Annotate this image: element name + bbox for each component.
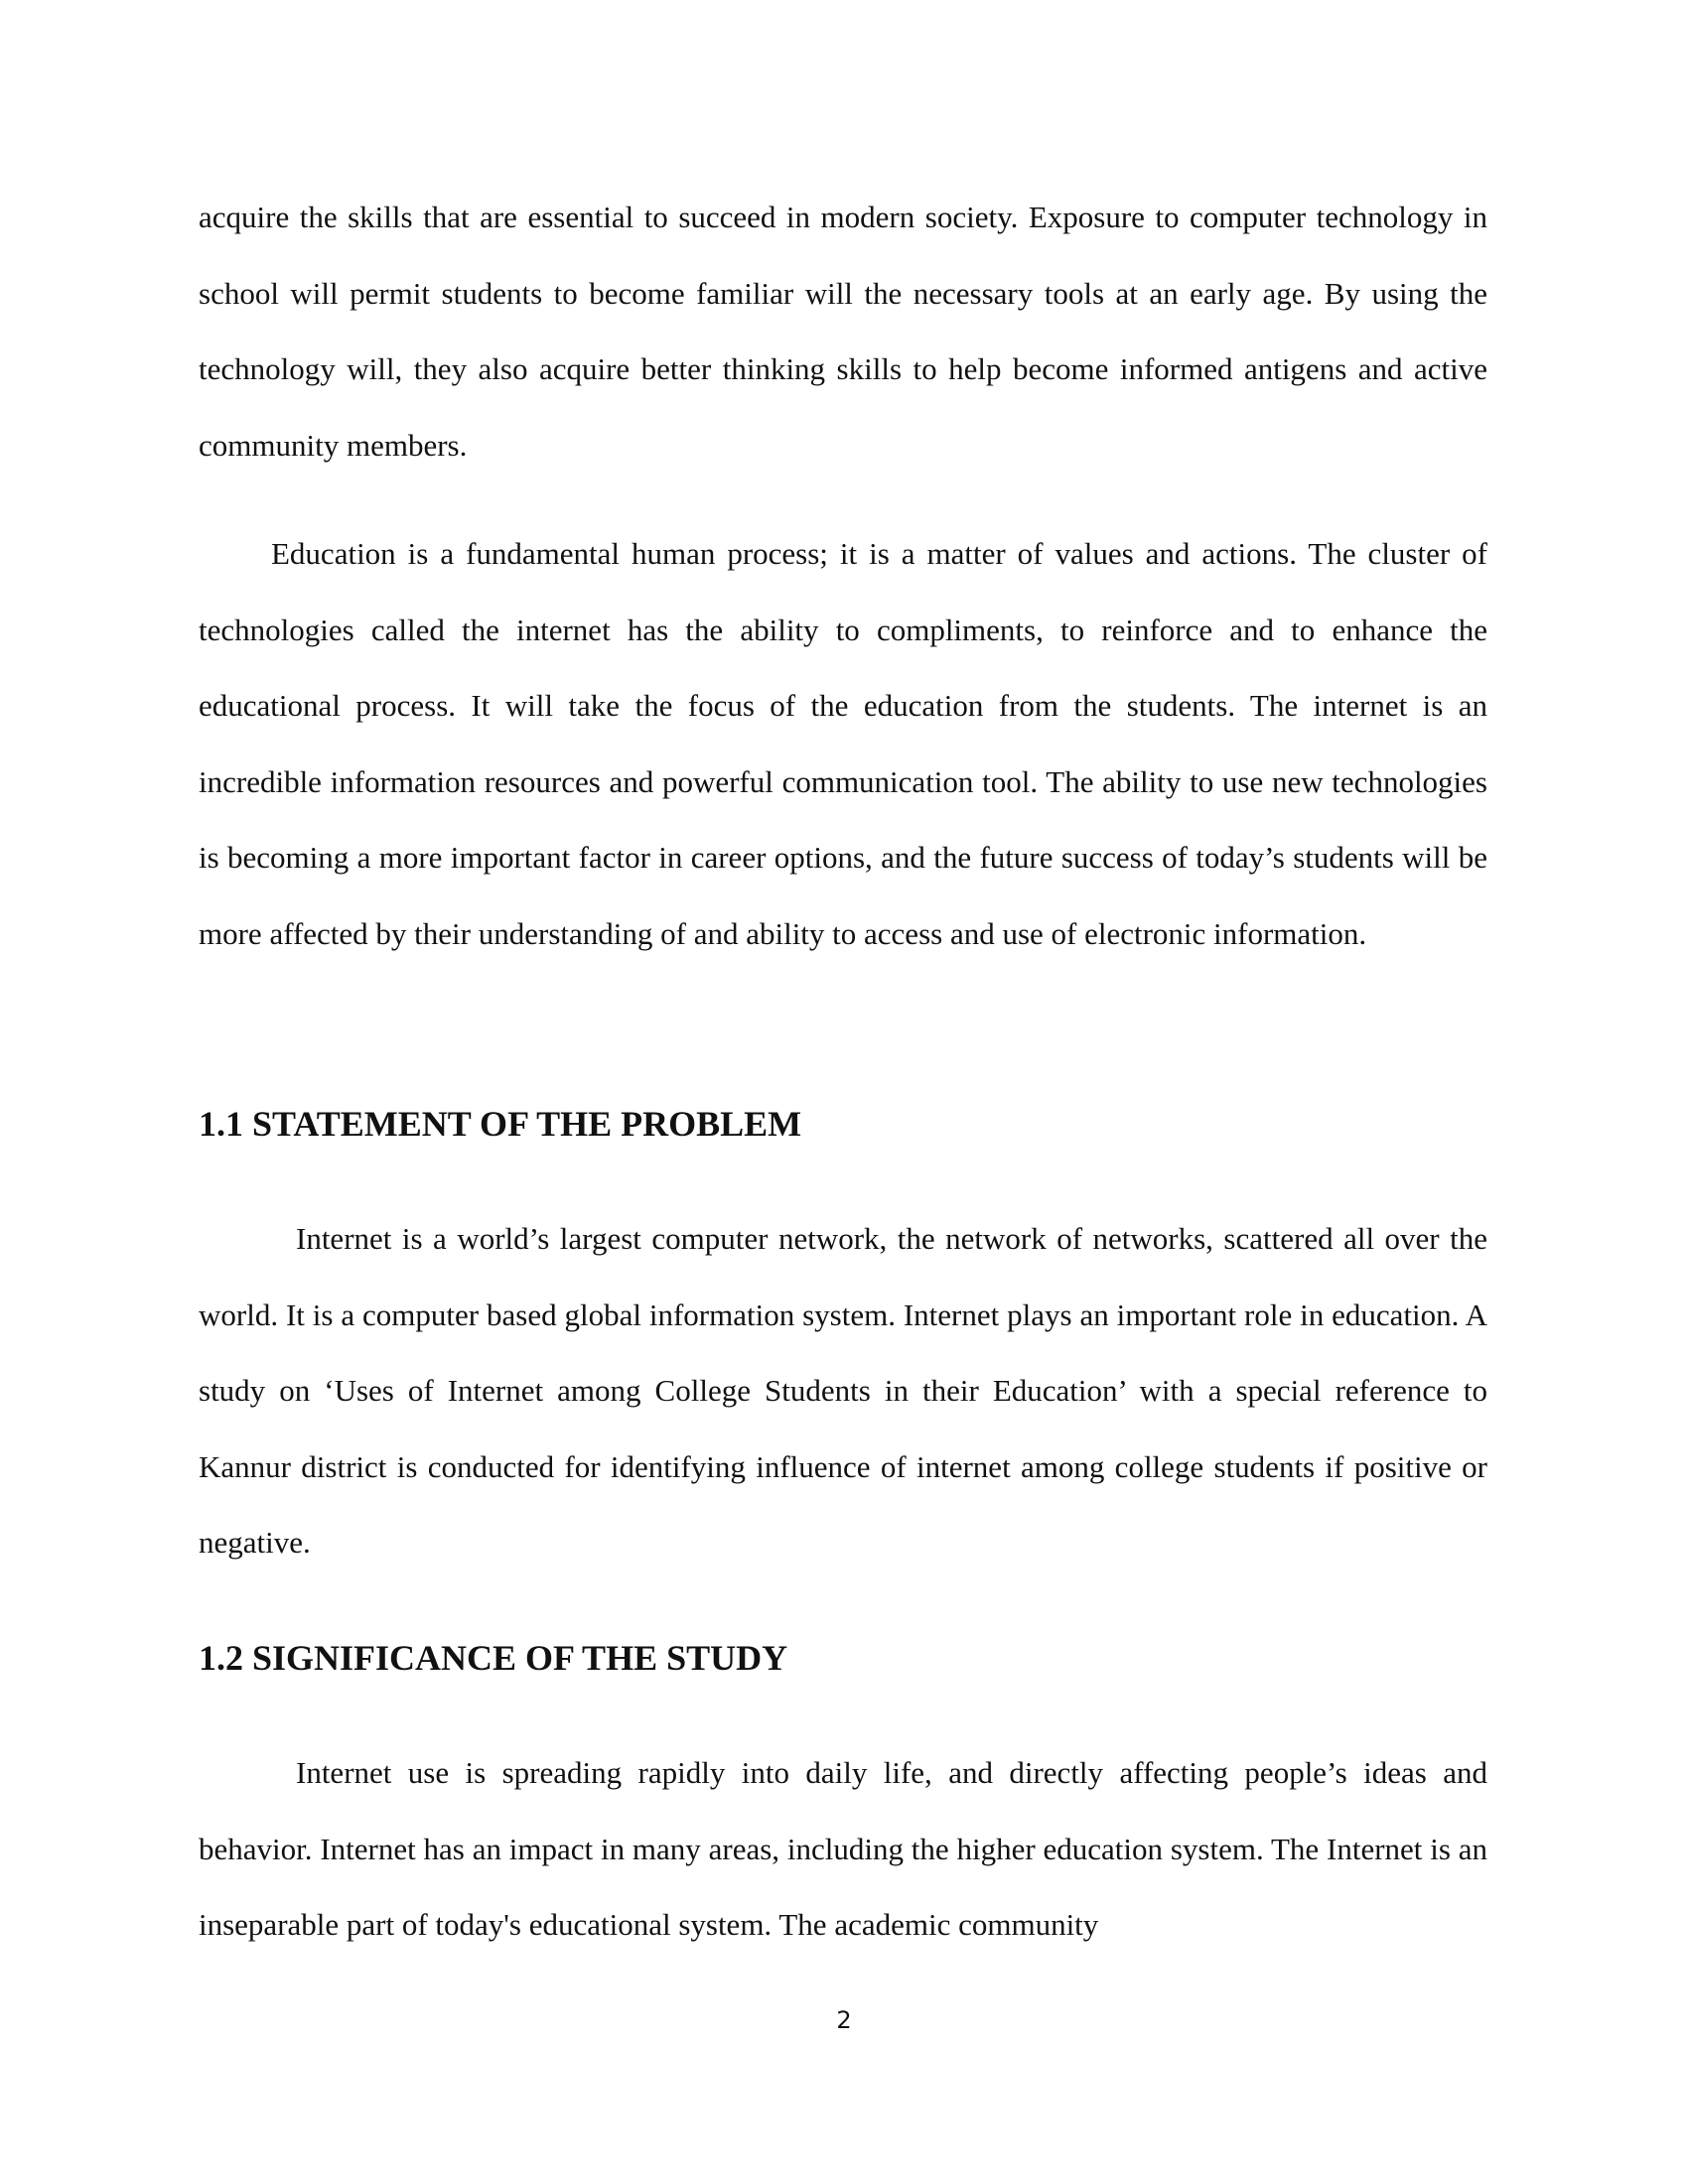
paragraph-text: Education is a fundamental human process; it is a matter of values and actions. The cluster of technologies called the internet has the ability to compliments, to reinforce and to enhance the educational process. It will take the focus of the education from the students. The internet is an incredible information resources and powerful communication tool. The ability to use new technologies is becoming a more important factor in career options, and the future success of today’s students will be more affected by their understanding of and ability to access and use of electronic information. (199, 536, 1487, 951)
paragraph-intro-continuation (199, 180, 1487, 483)
paragraph-text: Internet is a world’s largest computer network, the network of networks, scattered all over the world. It is a computer based global information system. Internet plays an important role in education. A study on ‘Uses of Internet among College Students in their Education’ with a special reference to Kannur district is conducted for identifying influence of internet among college students if positive or negative. (199, 1221, 1487, 1560)
section-heading-significance-of-study (199, 1636, 1487, 1680)
section-heading-statement-of-problem (199, 1102, 1487, 1146)
paragraph-text: Internet use is spreading rapidly into daily life, and directly affecting people’s ideas and behavior. Internet has an impact in many areas, including the higher education system. The Internet is an inseparable part of today's educational system. The academic community (199, 1755, 1487, 1942)
paragraph-statement-of-problem (199, 1201, 1487, 1581)
paragraph-education (199, 516, 1487, 972)
paragraph-significance-of-study (199, 1735, 1487, 1964)
section-heading: 1.1 STATEMENT OF THE PROBLEM (199, 1104, 802, 1144)
page-number: 2 (836, 2006, 852, 2034)
section-heading: 1.2 SIGNIFICANCE OF THE STUDY (199, 1638, 788, 1678)
paragraph-text: acquire the skills that are essential to succeed in modern society. Exposure to computer technology in school will permit students to become familiar will the necessary tools at an early age. By using the technology will, they also acquire better thinking skills to help become informed antigens and active community members. (199, 200, 1487, 463)
